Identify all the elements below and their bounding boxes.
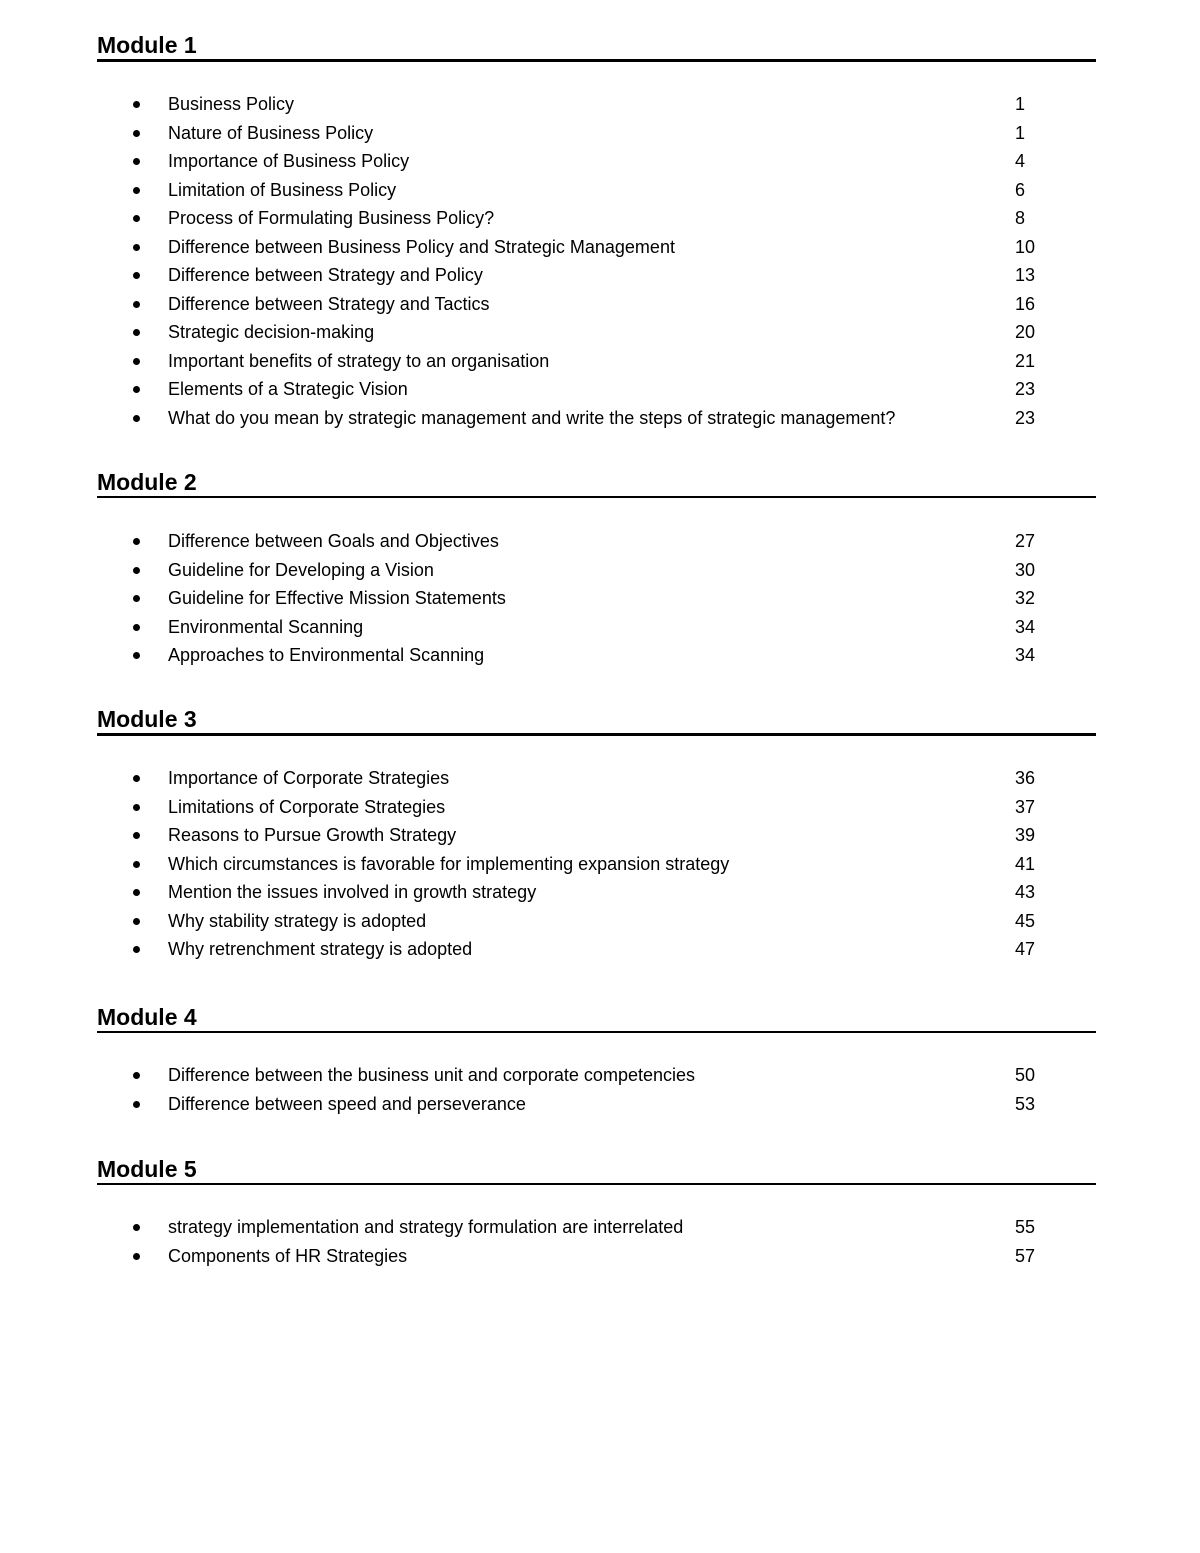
list-item xyxy=(97,764,1096,793)
item-page-number: 43 xyxy=(1015,882,1036,902)
item-page-number: 4 xyxy=(1015,151,1026,171)
module-item-list xyxy=(97,1213,1096,1270)
item-label: Difference between Strategy and Tactics xyxy=(168,293,490,314)
bullet-icon xyxy=(133,415,140,422)
item-label: Limitation of Business Policy xyxy=(168,179,397,200)
module-item-list xyxy=(97,1061,1096,1118)
item-label: Difference between the business unit and corporate competencies xyxy=(168,1065,695,1085)
module-divider xyxy=(97,1031,1096,1033)
list-item xyxy=(97,821,1096,850)
bullet-icon xyxy=(133,832,140,839)
list-item xyxy=(97,935,1096,964)
item-label: Approaches to Environmental Scanning xyxy=(168,645,485,665)
module-title: Module 1 xyxy=(97,32,197,58)
list-item xyxy=(97,1090,1096,1119)
list-item xyxy=(97,641,1096,670)
module-divider xyxy=(97,496,1096,498)
module-divider xyxy=(97,1183,1096,1185)
bullet-icon xyxy=(133,130,140,137)
module-divider xyxy=(97,59,1096,62)
module-title: Module 2 xyxy=(97,469,197,495)
bullet-icon xyxy=(133,595,140,602)
item-label: What do you mean by strategic management and write the steps of strategic management? xyxy=(168,407,896,428)
item-label: Components of HR Strategies xyxy=(168,1245,408,1266)
list-item xyxy=(97,147,1096,176)
item-label: Reasons to Pursue Growth Strategy xyxy=(168,825,457,845)
list-item xyxy=(97,176,1096,205)
item-page-number: 41 xyxy=(1015,853,1036,874)
item-label: Process of Formulating Business Policy? xyxy=(168,208,495,228)
list-item xyxy=(97,527,1096,556)
bullet-icon xyxy=(133,652,140,659)
item-label: Important benefits of strategy to an organisation xyxy=(168,350,550,371)
bullet-icon xyxy=(133,804,140,811)
item-page-number: 34 xyxy=(1015,616,1036,637)
item-label: Elements of a Strategic Vision xyxy=(168,379,408,399)
list-item xyxy=(97,907,1096,936)
module-4-section xyxy=(97,1003,1096,1118)
list-item xyxy=(97,347,1096,376)
bullet-icon xyxy=(133,329,140,336)
bullet-icon xyxy=(133,301,140,308)
module-divider xyxy=(97,733,1096,736)
item-label: Difference between Business Policy and Strategic Management xyxy=(168,236,675,257)
item-label: Environmental Scanning xyxy=(168,616,364,637)
item-label: Guideline for Effective Mission Statements xyxy=(168,588,506,608)
module-1-section xyxy=(97,31,1096,432)
item-label: Importance of Business Policy xyxy=(168,151,410,171)
list-item xyxy=(97,878,1096,907)
item-label: Limitations of Corporate Strategies xyxy=(168,796,446,817)
item-label: Nature of Business Policy xyxy=(168,122,374,143)
list-item xyxy=(97,584,1096,613)
bullet-icon xyxy=(133,775,140,782)
bullet-icon xyxy=(133,187,140,194)
bullet-icon xyxy=(133,1072,140,1079)
bullet-icon xyxy=(133,567,140,574)
item-label: Which circumstances is favorable for implementing expansion strategy xyxy=(168,853,730,874)
bullet-icon xyxy=(133,386,140,393)
item-label: Mention the issues involved in growth strategy xyxy=(168,882,537,902)
item-page-number: 34 xyxy=(1015,645,1036,665)
bullet-icon xyxy=(133,101,140,108)
module-item-list xyxy=(97,764,1096,964)
module-item-list xyxy=(97,90,1096,432)
item-page-number: 57 xyxy=(1015,1245,1036,1266)
module-item-list xyxy=(97,527,1096,670)
bullet-icon xyxy=(133,1224,140,1231)
list-item xyxy=(97,204,1096,233)
bullet-icon xyxy=(133,272,140,279)
list-item xyxy=(97,119,1096,148)
list-item xyxy=(97,613,1096,642)
item-page-number: 16 xyxy=(1015,293,1036,314)
item-label: Why stability strategy is adopted xyxy=(168,910,427,931)
item-page-number: 10 xyxy=(1015,236,1036,257)
list-item xyxy=(97,556,1096,585)
item-page-number: 50 xyxy=(1015,1065,1036,1085)
item-label: strategy implementation and strategy formulation are interrelated xyxy=(168,1217,684,1237)
bullet-icon xyxy=(133,861,140,868)
list-item xyxy=(97,90,1096,119)
bullet-icon xyxy=(133,624,140,631)
bullet-icon xyxy=(133,946,140,953)
list-item xyxy=(97,1061,1096,1090)
item-page-number: 32 xyxy=(1015,588,1036,608)
item-page-number: 23 xyxy=(1015,407,1036,428)
item-page-number: 27 xyxy=(1015,531,1036,551)
bullet-icon xyxy=(133,918,140,925)
item-page-number: 47 xyxy=(1015,939,1036,959)
item-label: Difference between Strategy and Policy xyxy=(168,265,483,285)
list-item xyxy=(97,1213,1096,1242)
list-item xyxy=(97,793,1096,822)
bullet-icon xyxy=(133,215,140,222)
bullet-icon xyxy=(133,244,140,251)
bullet-icon xyxy=(133,1101,140,1108)
item-page-number: 1 xyxy=(1015,94,1026,114)
item-page-number: 8 xyxy=(1015,208,1026,228)
item-page-number: 30 xyxy=(1015,559,1036,580)
list-item xyxy=(97,233,1096,262)
item-page-number: 21 xyxy=(1015,350,1036,371)
list-item xyxy=(97,850,1096,879)
bullet-icon xyxy=(133,889,140,896)
module-5-section xyxy=(97,1155,1096,1270)
list-item xyxy=(97,1242,1096,1271)
item-page-number: 36 xyxy=(1015,768,1036,788)
item-label: Business Policy xyxy=(168,94,295,114)
item-page-number: 6 xyxy=(1015,179,1026,200)
item-label: Difference between speed and perseverance xyxy=(168,1093,526,1114)
item-page-number: 45 xyxy=(1015,910,1036,931)
bullet-icon xyxy=(133,538,140,545)
bullet-icon xyxy=(133,358,140,365)
module-3-section xyxy=(97,705,1096,964)
item-label: Strategic decision-making xyxy=(168,322,375,342)
item-label: Difference between Goals and Objectives xyxy=(168,531,499,551)
item-page-number: 37 xyxy=(1015,796,1036,817)
item-page-number: 13 xyxy=(1015,265,1036,285)
item-page-number: 55 xyxy=(1015,1217,1036,1237)
module-title: Module 3 xyxy=(97,706,197,732)
list-item xyxy=(97,290,1096,319)
list-item xyxy=(97,261,1096,290)
list-item xyxy=(97,375,1096,404)
bullet-icon xyxy=(133,158,140,165)
item-label: Importance of Corporate Strategies xyxy=(168,768,450,788)
list-item xyxy=(97,318,1096,347)
module-2-section xyxy=(97,468,1096,670)
item-page-number: 23 xyxy=(1015,379,1036,399)
item-label: Guideline for Developing a Vision xyxy=(168,559,434,580)
item-label: Why retrenchment strategy is adopted xyxy=(168,939,473,959)
bullet-icon xyxy=(133,1253,140,1260)
item-page-number: 20 xyxy=(1015,322,1036,342)
module-title: Module 5 xyxy=(97,1156,197,1182)
item-page-number: 1 xyxy=(1015,122,1026,143)
list-item xyxy=(97,404,1096,433)
module-title: Module 4 xyxy=(97,1004,197,1030)
item-page-number: 39 xyxy=(1015,825,1036,845)
item-page-number: 53 xyxy=(1015,1093,1036,1114)
